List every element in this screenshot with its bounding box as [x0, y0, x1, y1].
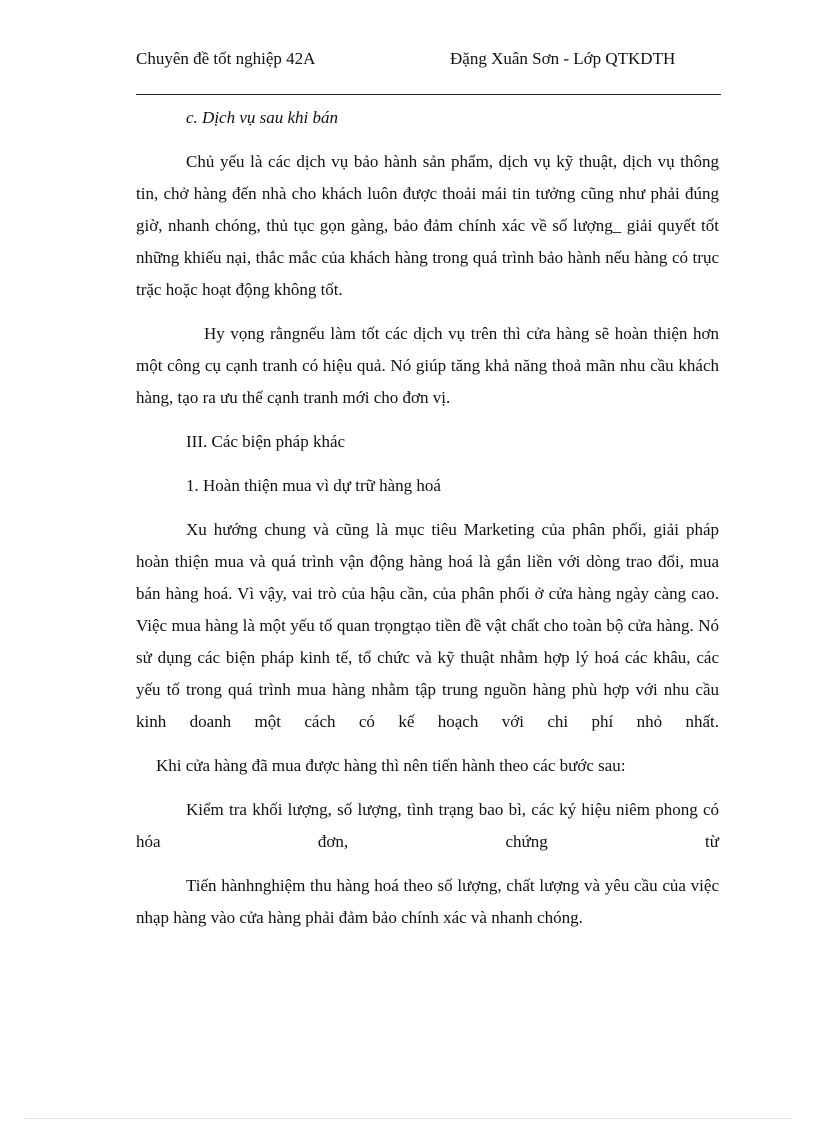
header-author-class: Đặng Xuân Sơn - Lớp QTKDTH — [450, 49, 676, 68]
paragraph-hope: Hy vọng rằngnếu làm tốt các dịch vụ trên thì cửa hàng sẽ hoàn thiện hơn một công cụ cạnh tranh có hiệu quả. Nó giúp tăng khả năng thoả mãn nhu cầu khách hàng, tạo ra ưu thế cạnh tranh mới cho đơn vị. — [136, 324, 719, 407]
paragraph-after-sales-services: Chủ yếu là các dịch vụ bảo hành sản phẩm, dịch vụ kỹ thuật, dịch vụ thông tin, chở hàng đến nhà cho khách luôn được thoải mái tin tưởng cũng như phải đúng giờ, nhanh chóng, thủ tục gọn gàng, bảo đảm chính xác về số lượng_ giải quyết tốt những khiếu nại, thắc mắc của khách hàng trong quá trình bảo hành nếu hàng có trục trặc hoặc hoạt động không tốt. — [136, 152, 719, 299]
section-1-heading: 1. Hoàn thiện mua vì dự trữ hàng hoá — [186, 476, 441, 495]
section-c-heading: c. Dịch vụ sau khi bán — [186, 108, 339, 127]
paragraph-marketing-trend: Xu hướng chung và cũng là mục tiêu Marketing của phân phối, giải pháp hoàn thiện mua và quá trình vận động hàng hoá là gắn liền với dòng trao đổi, mua bán hàng hoá. Vì vậy, vai trò của hậu cần, của phân phối ở cửa hàng ngày càng cao. Việc mua hàng là một yếu tố quan trọngtạo tiền đề vật chất cho toàn bộ cửa hàng. Nó sử dụng các biện pháp kinh tế, tổ chức và kỹ thuật nhằm hợp lý hoá các khâu, các yếu tố trong quá trình mua hàng nhằm tập trung nguồn hàng phù hợp với nhu cầu kinh doanh một cách có kế hoạch với chi phí nhỏ nhất. — [136, 520, 719, 731]
document-body — [136, 102, 719, 934]
header-left-title: Chuyên đề tốt nghiệp 42A — [136, 49, 316, 68]
page-bottom-divider — [24, 1118, 792, 1119]
page-header — [136, 48, 721, 95]
paragraph-acceptance: Tiến hànhnghiệm thu hàng hoá theo số lượng, chất lượng và yêu cầu của việc nhạp hàng vào cửa hàng phải đảm bảo chính xác và nhanh chóng. — [136, 876, 719, 927]
section-iii-heading: III. Các biện pháp khác — [186, 432, 346, 451]
paragraph-inspection: Kiểm tra khối lượng, số lượng, tình trạng bao bì, các ký hiệu niêm phong có hóa đơn, chứng từ — [136, 800, 719, 851]
paragraph-steps-intro: Khi cửa hàng đã mua được hàng thì nên tiến hành theo các bước sau: — [156, 756, 626, 775]
